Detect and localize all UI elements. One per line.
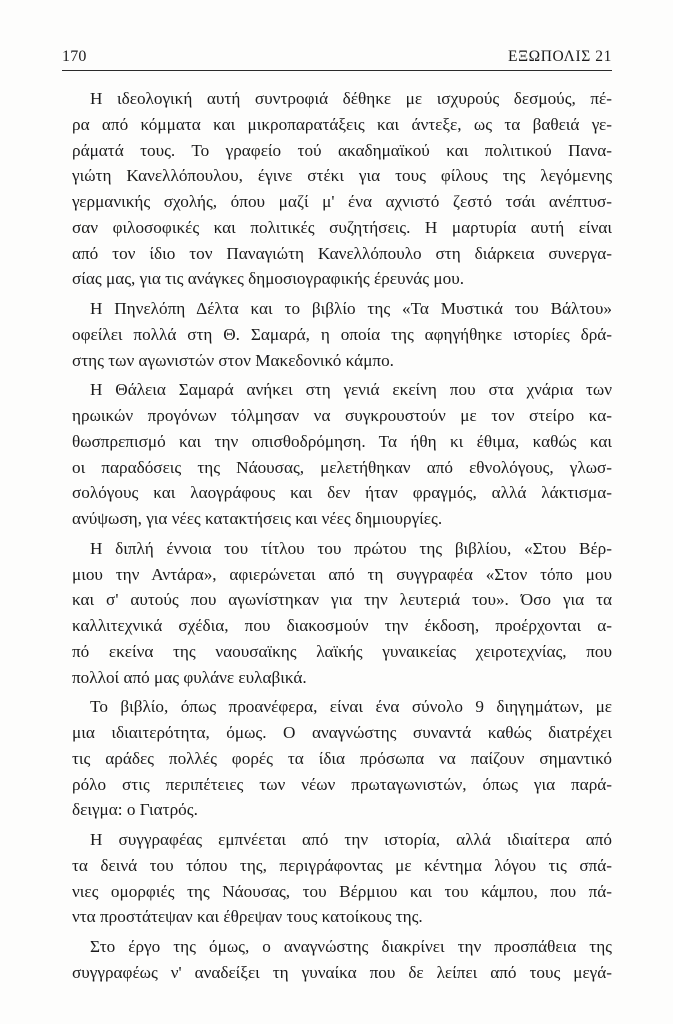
text-line: Η διπλή έννοια του τίτλου του πρώτου της βιβλίου, «Στου Βέρ- [90, 538, 612, 558]
text-line: σίας μας, για τις ανάγκες δημοσιογραφικής έρευνάς μου. [72, 269, 464, 289]
running-title: ΕΞΩΠΟΛΙΣ 21 [508, 48, 612, 65]
text-line: νιες ομορφιές της Νάουσας, του Βέρμιου και του κάμπου, που πά- [72, 881, 612, 901]
text-line: οφείλει πολλά στη Θ. Σαμαρά, η οποία της αφηγήθηκε ιστορίες δρά- [72, 324, 612, 344]
running-header [62, 46, 612, 71]
text-line: τα δεινά του τόπου της, περιγράφοντας με κέντημα λόγου τις σπά- [72, 855, 612, 875]
text-line: ανύψωση, για νέες κατακτήσεις και νέες δημιουργίες. [72, 509, 443, 528]
text-line: μια ιδιαιτερότητα, όμως. Ο αναγνώστης συναντά καθώς διατρέχει [72, 723, 612, 742]
text-line: καλλιτεχνικά σχέδια, που διακοσμούν την έκδοση, προέρχονται α- [72, 616, 612, 635]
text-line: Στο έργο της όμως, ο αναγνώστης διακρίνει την προσπάθεια της [90, 937, 612, 956]
paragraph [72, 296, 612, 373]
text-line: πό εκείνα της ναουσαϊκης λαϊκής γυναικείας χειροτεχνίας, που [72, 641, 612, 661]
text-line: γιώτη Κανελλόπουλου, έγινε στέκι για τους φίλους της λεγόμενης [72, 166, 612, 186]
paragraph [72, 377, 612, 532]
text-line: συγγραφέως ν' αναδείξει τη γυναίκα που δε λείπει από τους μεγά- [72, 962, 612, 982]
paragraph [72, 536, 612, 691]
text-line: θωσπρεπισμό και την οπισθοδρόμηση. Τα ήθη κι έθιμα, καθώς και [72, 431, 612, 451]
text-line: στης των αγωνιστών στον Μακεδονικό κάμπο. [72, 350, 394, 370]
text-line: οι παραδόσεις της Νάουσας, μελετήθηκαν από εθνολόγους, γλωσ- [72, 457, 612, 477]
text-line: πολλοί από μας φυλάνε ευλαβικά. [72, 667, 307, 687]
paragraph [72, 827, 612, 930]
text-line: Η συγγραφέας εμπνέεται από την ιστορία, αλλά ιδιαίτερα από [90, 830, 612, 849]
text-line: και σ' αυτούς που αγωνίστηκαν για την λευτεριά του». Όσο για τα [72, 590, 612, 610]
page-number: 170 [62, 48, 87, 65]
text-line: Η Πηνελόπη Δέλτα και το βιβλίο της «Τα Μυστικά του Βάλτου» [90, 299, 612, 318]
text-line: τις αράδες πολλές φορές τα ίδια πρόσωπα να παίζουν σημαντικό [72, 748, 612, 768]
text-line: ρα από κόμματα και μικροπαρατάξεις και άντεξε, ως τα βαθειά γε- [72, 114, 612, 134]
paragraph [72, 934, 612, 986]
paragraph [72, 86, 612, 292]
text-line: Η ιδεολογική αυτή συντροφιά δέθηκε με ισχυρούς δεσμούς, πέ- [90, 89, 612, 108]
text-line: Η Θάλεια Σαμαρά ανήκει στη γενιά εκείνη που στα χνάρια των [90, 380, 612, 400]
body-text [72, 86, 612, 986]
text-line: σαν φιλοσοφικές και πολιτικές συζητήσεις. Η μαρτυρία αυτή είναι [72, 217, 612, 237]
text-line: από τον ίδιο τον Παναγιώτη Κανελλόπουλο στη διάρκεια συνεργα- [72, 243, 612, 263]
text-line: ηρωικών προγόνων τόλμησαν να συγκρουστούν με τον στείρο κα- [72, 406, 612, 425]
text-line: μιου την Αντάρα», αφιερώνεται από τη συγγραφέα «Στον τόπο μου [72, 564, 612, 584]
text-line: ρόλο στις περιπέτειες των νέων πρωταγωνιστών, όπως για παρά- [72, 774, 612, 794]
text-line: ντα προστάτεψαν και έθρεψαν τους κατοίκους της. [72, 907, 423, 927]
text-line: ράματά τους. Το γραφείο τού ακαδημαϊκού και πολιτικού Πανα- [72, 140, 612, 160]
text-line: γερμανικής σχολής, όπου μαζί μ' ένα αχνιστό ζεστό τσάι ανέπτυσ- [72, 192, 612, 211]
text-line: δειγμα: ο Γιατρός. [72, 800, 198, 820]
paragraph [72, 694, 612, 823]
text-line: σολόγους και λαογράφους και δεν ήταν φραγμός, αλλά λάκτισμα- [72, 483, 612, 503]
text-line: Το βιβλίο, όπως προανέφερα, είναι ένα σύνολο 9 διηγημάτων, με [90, 697, 612, 717]
